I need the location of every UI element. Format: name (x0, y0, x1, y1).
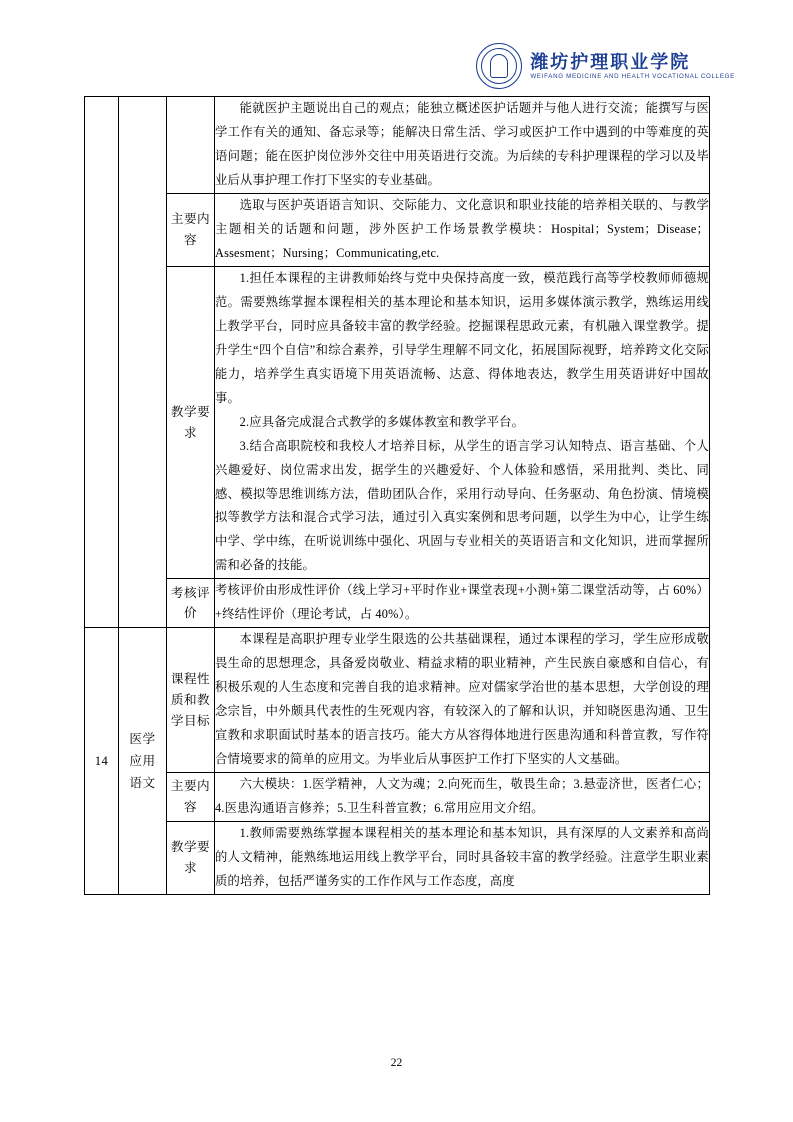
section-content-course-nature (215, 628, 710, 773)
table-row (85, 579, 710, 628)
section-label-teaching-requirements-14: 教学要求 (167, 822, 215, 895)
table-row (85, 97, 710, 194)
letterhead-text (530, 51, 735, 82)
paragraph: 本课程是高职护理专业学生限选的公共基础课程，通过本课程的学习，学生应形成敬畏生命的思想理念，具备爱岗敬业、精益求精的职业精神，产生民族自豪感和自信心，有积极乐观的人生态度和完善自我的追求精神。应对儒家学治世的基本思想，大学创设的理念宗旨，中外颇具代表性的生死观内容，有较深入的了解和认识，并知晓医患沟通、卫生宣教和求职面试时基本的语言技巧。能大方从容得体地进行医患沟通和科普宣教，写作符合情境要求的简单的应用文。为毕业后从事医护工作打下坚实的人文基础。 (215, 632, 709, 767)
section-label-main-content-14: 主要内容 (167, 773, 215, 822)
section-label-assessment: 考核评价 (167, 579, 215, 628)
table-row (85, 628, 710, 773)
section-content-assessment (215, 579, 710, 628)
section-label-main-content: 主要内容 (167, 193, 215, 266)
paragraph: 2.应具备完成混合式教学的多媒体教室和教学平台。 (239, 414, 525, 429)
paragraph: 六大模块：1.医学精神，人文为魂；2.向死而生，敬畏生命；3.悬壶济世，医者仁心；4.医患沟通语言修养；5.卫生科普宣教；6.常用应用文介绍。 (215, 777, 709, 816)
paragraph: 1.教师需要熟练掌握本课程相关的基本理论和基本知识，具有深厚的人文素养和高尚的人文精神，能熟练地运用线上教学平台，同时具备较丰富的教学经验。注意学生职业素质的培养，包括严谨务实的工作作风与工作态度，高度 (215, 826, 709, 888)
row-number-cell (85, 97, 119, 628)
course-outline-table (84, 96, 710, 895)
page-number: 22 (390, 1057, 403, 1069)
row-number-cell-14: 14 (85, 628, 119, 895)
course-name-cell-14: 医学 应用 语文 (119, 628, 167, 895)
paragraph: 考核评价由形成性评价（线上学习+平时作业+课堂表现+小测+第二课堂活动等，占 60%）+终结性评价（理论考试，占 40%）。 (215, 583, 709, 622)
section-label (167, 97, 215, 194)
section-content (215, 97, 710, 194)
course-name-cell (119, 97, 167, 628)
paragraph: 3.结合高职院校和我校人才培养目标，从学生的语言学习认知特点、语言基础、个人兴趣爱好、岗位需求出发，据学生的兴趣爱好、个人体验和感悟，采用批判、类比、同感、模拟等思维训练方法，借助团队合作，采用行动导向、任务驱动、角色扮演、情境模拟等教学方法和混合式学习法，通过引入真实案例和思考问题，以学生为中心，让学生练中学、学中练，在听说训练中强化、巩固与专业相关的英语语言和文化知识，进而掌握所需和必备的技能。 (215, 438, 709, 573)
section-content-teaching-requirements (215, 266, 710, 579)
college-logo-icon (476, 43, 522, 89)
section-content-main-content (215, 193, 710, 266)
paragraph: 选取与医护英语语言知识、交际能力、文化意识和职业技能的培养相关联的、与教学主题相关的话题和问题，涉外医护工作场景教学模块：Hospital；System；Disease；Assesment；Nursing；Communicating,etc. (215, 197, 709, 260)
college-name-cn: 潍坊护理职业学院 (530, 51, 691, 72)
letterhead (435, 40, 735, 92)
section-label-teaching-requirements: 教学要求 (167, 266, 215, 579)
section-content-teaching-requirements-14 (215, 822, 710, 895)
table-row (85, 822, 710, 895)
table-row (85, 193, 710, 266)
paragraph: 能就医护主题说出自己的观点；能独立概述医护话题并与他人进行交流；能撰写与医学工作有关的通知、备忘录等；能解决日常生活、学习或医护工作中遇到的中等难度的英语问题；能在医护岗位涉外交往中用英语进行交流。为后续的专科护理课程的学习以及毕业后从事护理工作打下坚实的专业基础。 (215, 101, 709, 187)
paragraph: 1.担任本课程的主讲教师始终与党中央保持高度一致，模范践行高等学校教师师德规范。需要熟练掌握本课程相关的基本理论和基本知识，运用多媒体演示教学，熟练运用线上教学平台，同时应具备较丰富的教学经验。挖掘课程思政元素，有机融入课堂教学。提升学生“四个自信”和综合素养，引导学生理解不同文化，拓展国际视野，培养跨文化交际能力，培养学生真实语境下用英语流畅、达意、得体地表达，教学生用英语讲好中国故事。 (215, 270, 709, 405)
college-name-en: WEIFANG MEDICINE AND HEALTH VOCATIONAL COLLEGE (530, 73, 735, 81)
table-row (85, 773, 710, 822)
table-row (85, 266, 710, 579)
section-label-course-nature: 课程性质和教学目标 (167, 628, 215, 773)
section-content-main-content-14 (215, 773, 710, 822)
